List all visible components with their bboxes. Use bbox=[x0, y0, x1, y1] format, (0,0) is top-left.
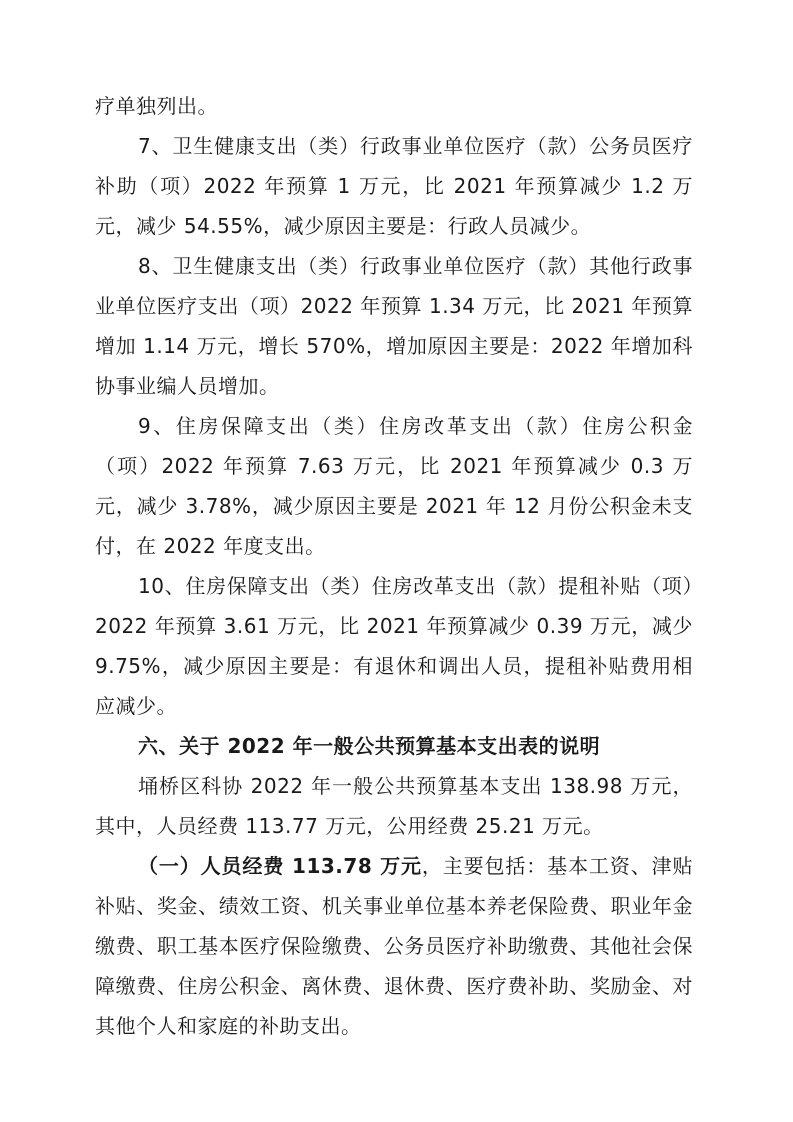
paragraph-continuation: 疗单独列出。 bbox=[95, 94, 218, 118]
paragraph-item-7: 7、卫生健康支出（类）行政事业单位医疗（款）公务员医疗补助（项）2022 年预算 1 万元，比 2021 年预算减少 1.2 万元，减少 54.55%，减少原因主要是：行政人员减少。 bbox=[95, 134, 693, 238]
paragraph-item-9: 9、住房保障支出（类）住房改革支出（款）住房公积金（项）2022 年预算 7.63 万元，比 2021 年预算减少 0.3 万元，减少 3.78%，减少原因主要是 2021 年 12 月份公积金未支付，在 2022 年度支出。 bbox=[95, 414, 693, 558]
personnel-expenses-label: （一）人员经费 113.78 万元 bbox=[138, 854, 422, 878]
section-heading-6: 六、关于 2022 年一般公共预算基本支出表的说明 bbox=[138, 734, 601, 758]
paragraph-basic-expenditure: 埇桥区科协 2022 年一般公共预算基本支出 138.98 万元，其中，人员经费 113.77 万元，公用经费 25.21 万元。 bbox=[95, 774, 693, 838]
paragraph-personnel-expenses bbox=[95, 846, 693, 1046]
paragraph-item-10: 10、住房保障支出（类）住房改革支出（款）提租补贴（项）2022 年预算 3.61 万元，比 2021 年预算减少 0.39 万元，减少 9.75%，减少原因主要是：有退休和调出人员，提租补贴费用相应减少。 bbox=[95, 574, 693, 718]
paragraph-item-8: 8、卫生健康支出（类）行政事业单位医疗（款）其他行政事业单位医疗支出（项）2022 年预算 1.34 万元，比 2021 年预算增加 1.14 万元，增长 570%，增加原因主要是：2022 年增加科协事业编人员增加。 bbox=[95, 254, 693, 398]
personnel-expenses-detail: ，主要包括：基本工资、津贴补贴、奖金、绩效工资、机关事业单位基本养老保险费、职业年金缴费、职工基本医疗保险缴费、公务员医疗补助缴费、其他社会保障缴费、住房公积金、离休费、退休费、医疗费补助、奖励金、对其他个人和家庭的补助支出。 bbox=[95, 854, 693, 1038]
